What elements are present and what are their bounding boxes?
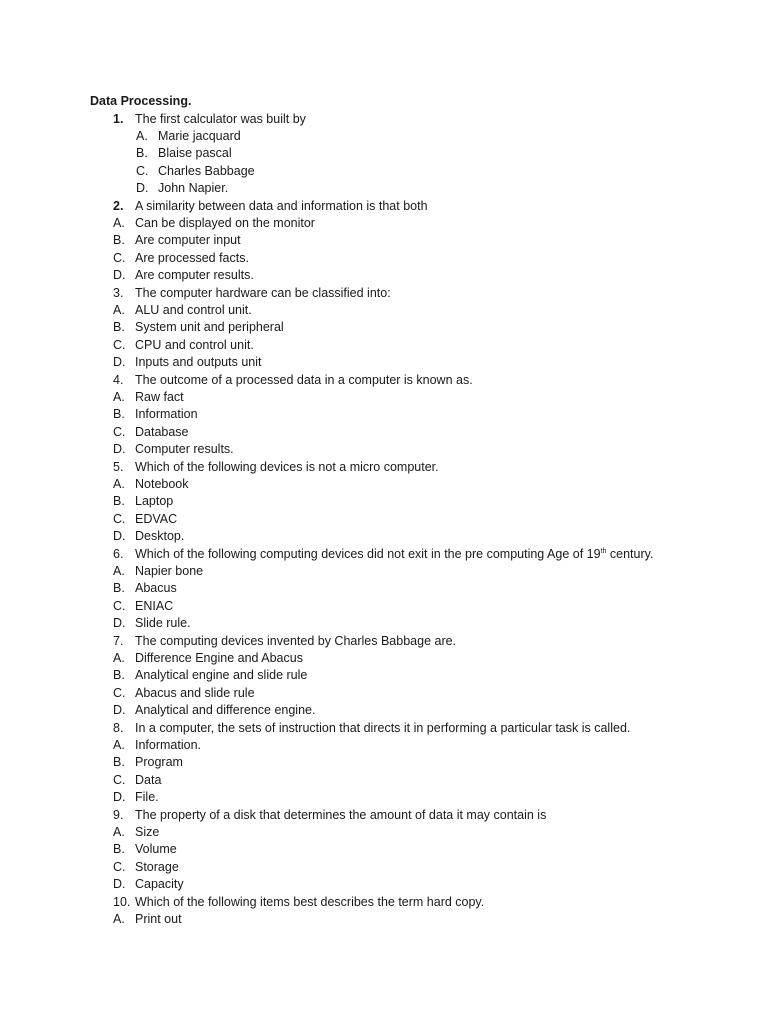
line-text-main: Volume [135,842,177,857]
option-line [0,841,768,858]
line-marker: A. [113,389,125,404]
line-text-main: Abacus [135,581,177,596]
line-text-main: ENIAC [135,598,174,613]
line-text-main: Analytical engine and slide rule [135,668,308,683]
option-line [0,511,768,528]
line-text [135,615,191,632]
option-line [0,580,768,597]
line-text-main: Size [135,824,160,839]
option-line [0,702,768,719]
option-line [0,563,768,580]
line-marker: 4. [113,372,124,387]
line-text [135,772,161,789]
line-text [135,406,198,423]
line-text-main: Notebook [135,476,189,491]
line-marker: A. [113,737,125,752]
line-text-main: Blaise pascal [158,146,232,161]
line-text-main: Raw fact [135,389,184,404]
line-marker: 3. [113,285,124,300]
option-line [0,337,768,354]
line-marker: D. [113,268,126,283]
line-text [135,441,234,458]
line-text-main: Information. [135,737,202,752]
line-text-main: Analytical and difference engine. [135,703,316,718]
line-marker: D. [113,529,126,544]
line-text [135,633,456,650]
line-text-main: The computing devices invented by Charles Babbage are. [135,633,457,648]
option-line [0,754,768,771]
option-line [0,319,768,336]
line-marker: A. [113,650,125,665]
option-line [0,389,768,406]
line-text-main: Which of the following devices is not a micro computer. [135,459,439,474]
line-text [135,285,391,302]
line-text [135,319,284,336]
line-text-main: Inputs and outputs unit [135,355,262,370]
question-line [0,546,768,563]
line-text-tail: century. [606,546,654,561]
line-text [135,372,473,389]
question-line [0,633,768,650]
line-text-main: Difference Engine and Abacus [135,650,303,665]
line-text-main: Database [135,424,189,439]
line-marker: A. [113,476,125,491]
option-line [0,789,768,806]
line-text-main: EDVAC [135,511,178,526]
line-text [135,389,184,406]
line-text-main: The first calculator was built by [135,111,306,126]
page-title: Data Processing. [90,94,192,108]
question-line [0,807,768,824]
line-text [135,894,484,911]
line-marker: C. [113,772,126,787]
line-text [158,163,255,180]
line-marker: B. [113,320,125,335]
option-line [0,354,768,371]
line-text [135,267,254,284]
option-line [0,424,768,441]
line-text [135,754,183,771]
line-marker: B. [113,581,125,596]
line-marker: A. [113,563,125,578]
line-text-main: The computer hardware can be classified into: [135,285,391,300]
line-text [158,145,232,162]
option-line [0,128,768,145]
line-marker: D. [113,790,126,805]
option-line [0,441,768,458]
option-line [0,180,768,197]
option-line [0,215,768,232]
line-text-main: Are computer results. [135,268,254,283]
line-text-main: Are processed facts. [135,250,249,265]
option-line [0,476,768,493]
line-text [135,424,189,441]
option-line [0,667,768,684]
line-marker: D. [136,181,149,196]
line-marker: 8. [113,720,124,735]
line-text-main: Program [135,755,183,770]
option-line [0,163,768,180]
option-line [0,302,768,319]
option-line [0,406,768,423]
line-marker: 5. [113,459,124,474]
line-text-main: The outcome of a processed data in a computer is known as. [135,372,473,387]
line-text [135,528,184,545]
line-text [135,511,177,528]
line-text [135,250,249,267]
question-line [0,285,768,302]
line-text-main: In a computer, the sets of instruction that directs it in performing a particular task is called. [135,720,631,735]
line-text [135,580,177,597]
line-text [135,598,173,615]
line-text [135,215,315,232]
line-marker: D. [113,355,126,370]
line-marker: B. [113,494,125,509]
line-text [135,476,189,493]
option-line [0,650,768,667]
line-marker: C. [113,250,126,265]
line-text [135,459,439,476]
option-line [0,598,768,615]
line-text [135,859,179,876]
line-text [135,302,252,319]
line-text-main: Charles Babbage [158,163,255,178]
question-line [0,894,768,911]
option-line [0,859,768,876]
line-text [135,807,546,824]
line-text-main: Abacus and slide rule [135,685,255,700]
line-text-main: Storage [135,859,179,874]
line-text [135,337,254,354]
line-marker: C. [113,685,126,700]
line-text [135,546,653,563]
line-text [135,789,159,806]
option-line [0,685,768,702]
line-text [135,720,630,737]
line-text [135,824,159,841]
line-text-main: Slide rule. [135,616,191,631]
option-line [0,528,768,545]
line-marker: D. [113,703,126,718]
line-text [135,493,173,510]
line-text-main: CPU and control unit. [135,337,254,352]
line-text-superscript: th [600,547,607,555]
line-marker: 9. [113,807,124,822]
option-line [0,772,768,789]
line-marker: C. [113,598,126,613]
line-marker: A. [113,911,125,926]
question-line [0,198,768,215]
line-text [135,737,201,754]
line-text-main: Data [135,772,162,787]
line-marker: D. [113,616,126,631]
option-line [0,911,768,928]
line-marker: A. [113,824,125,839]
question-line [0,372,768,389]
line-text [135,667,307,684]
option-line [0,232,768,249]
line-marker: C. [113,424,126,439]
line-text [135,354,261,371]
line-marker: A. [136,128,148,143]
line-marker: A. [113,302,125,317]
line-marker: B. [113,842,125,857]
option-line [0,824,768,841]
line-marker: D. [113,442,126,457]
line-text [135,841,177,858]
line-text-main: Which of the following items best describes the term hard copy. [135,894,485,909]
line-text-main: Computer results. [135,442,234,457]
line-marker: B. [113,755,125,770]
line-marker: 1. [113,111,124,126]
line-text-main: System unit and peripheral [135,320,284,335]
line-text [135,111,306,128]
line-text [135,650,303,667]
line-text-main: Laptop [135,494,174,509]
option-line [0,493,768,510]
line-text-main: Which of the following computing devices did not exit in the pre computing Age of 19 [135,546,601,561]
line-text [135,563,203,580]
line-marker: 6. [113,546,124,561]
line-text-main: A similarity between data and information is that both [135,198,428,213]
line-text-main: Print out [135,911,182,926]
option-line [0,876,768,893]
line-marker: 10. [113,894,131,909]
line-text-main: Napier bone [135,563,204,578]
line-text [158,128,241,145]
line-marker: B. [113,233,125,248]
line-text-main: File. [135,790,159,805]
line-text-main: ALU and control unit. [135,302,252,317]
line-marker: B. [113,668,125,683]
line-text [135,702,315,719]
option-line [0,267,768,284]
line-text [135,911,182,928]
line-marker: C. [113,337,126,352]
line-marker: C. [113,511,126,526]
question-line [0,459,768,476]
line-marker: 7. [113,633,124,648]
question-line [0,720,768,737]
line-text-main: The property of a disk that determines the amount of data it may contain is [135,807,547,822]
option-line [0,737,768,754]
line-text-main: Information [135,407,198,422]
line-marker: C. [136,163,149,178]
line-marker: B. [136,146,148,161]
line-text-main: Are computer input [135,233,241,248]
line-text-main: John Napier. [158,181,229,196]
line-text [135,198,428,215]
option-line [0,615,768,632]
line-text-main: Capacity [135,877,184,892]
line-marker: A. [113,215,125,230]
line-text [135,876,184,893]
line-text-main: Can be displayed on the monitor [135,215,315,230]
option-line [0,145,768,162]
line-marker: C. [113,859,126,874]
line-text [135,232,241,249]
option-line [0,250,768,267]
line-text-main: Desktop. [135,529,185,544]
line-text-main: Marie jacquard [158,128,241,143]
line-marker: B. [113,407,125,422]
line-marker: D. [113,877,126,892]
question-line [0,111,768,128]
line-text [135,685,255,702]
line-text [158,180,228,197]
line-marker: 2. [113,198,124,213]
